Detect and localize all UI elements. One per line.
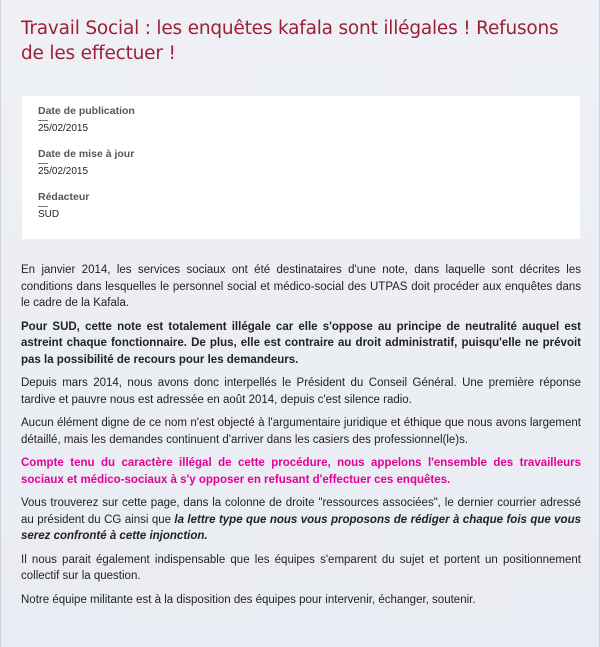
article-body	[21, 262, 581, 615]
paragraph-team: Notre équipe militante est à la disposition des équipes pour intervenir, échanger, soutenir.	[21, 593, 476, 606]
author-label: Rédacteur	[38, 191, 90, 203]
meta-update	[38, 148, 134, 178]
paragraph-objection: Aucun élément digne de ce nom n'est objecté à l'argumentaire juridique et éthique que nous avons largement détaillé, mais les demandes continuent d'arriver dans les casiers des professionnel(le)s.	[21, 417, 581, 446]
article-meta-box	[22, 96, 580, 239]
label-underline	[38, 120, 48, 121]
author-value: SUD	[38, 209, 60, 220]
meta-publication	[38, 105, 135, 135]
resources-text: Vous trouverez sur cette page, dans la colonne de droite "ressources associées", le dernier courrier adressé au président du CG ainsi que	[21, 497, 581, 526]
publication-date-label: Date de publication	[38, 105, 135, 117]
publication-date-value: 25/02/2015	[38, 123, 89, 134]
paragraph-sud-position: Pour SUD, cette note est totalement illégale car elle s'oppose au principe de neutralité auquel est astreint chaque fonctionnaire. De plus, elle est contraire au droit administratif, puisqu'elle ne prévoit pas la possibilité de recours pour les demandeurs.	[21, 320, 581, 366]
paragraph-resources	[21, 495, 581, 545]
paragraph-collective: Il nous parait également indispensable que les équipes s'emparent du sujet et portent un positionnement collectif sur la question.	[21, 553, 581, 582]
update-date-label: Date de mise à jour	[38, 148, 135, 160]
paragraph-call-to-action: Compte tenu du caractère illégal de cette procédure, nous appelons l'ensemble des travailleurs sociaux et médico-sociaux à s'y opposer en refusant d'effectuer ces enquêtes.	[21, 457, 581, 486]
paragraph-history: Depuis mars 2014, nous avons donc interpellés le Président du Conseil Général. Une première réponse tardive et pauvre nous est adressée en août 2014, depuis c'est silence radio.	[21, 377, 581, 406]
label-underline	[38, 163, 48, 164]
update-date-value: 25/02/2015	[38, 166, 89, 177]
article-title: Travail Social : les enquêtes kafala sont illégales ! Refusons de les effectuer !	[21, 18, 559, 64]
paragraph-intro: En janvier 2014, les services sociaux ont été destinataires d'une note, dans laquelle sont décrites les conditions dans lesquelles le personnel social et médico-social des UTPAS doit procéder aux enquêtes dans le cadre de la Kafala.	[21, 264, 581, 309]
letter-template-emphasis: la lettre type que nous vous proposons de rédiger à chaque fois que vous serez confronté à cette injonction.	[21, 513, 582, 542]
label-underline	[38, 206, 48, 207]
meta-author	[38, 191, 89, 221]
